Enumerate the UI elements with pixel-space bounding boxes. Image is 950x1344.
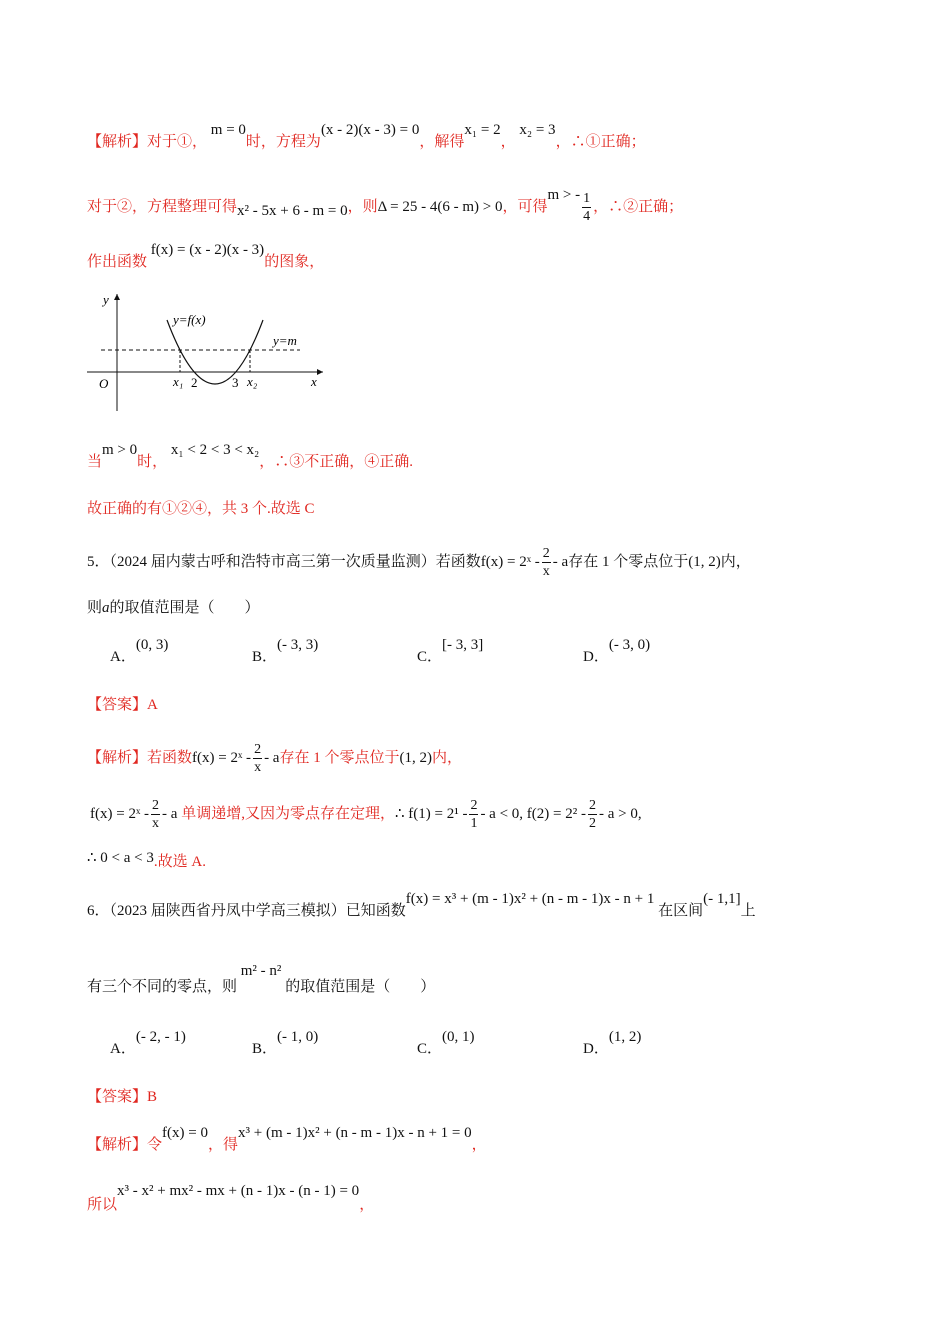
text: 在区间 xyxy=(658,903,704,919)
q5-option-c[interactable] xyxy=(417,637,484,666)
line-label: y=m xyxy=(273,333,297,348)
math: a xyxy=(102,600,110,616)
text: 则 xyxy=(87,600,103,616)
analysis-line-1 xyxy=(87,122,646,151)
text: 上 xyxy=(740,903,756,919)
text: ，∴②正确； xyxy=(593,198,684,215)
origin-label: O xyxy=(99,376,109,391)
text: 对于②，方程整理可得 xyxy=(87,198,238,215)
text: ，可得 xyxy=(502,198,548,215)
option-label: D． xyxy=(583,1041,609,1057)
answer-value: A xyxy=(147,697,158,713)
math: x₂ = 3 xyxy=(519,122,556,138)
numerator: 2 xyxy=(152,798,160,813)
q5-analysis-2 xyxy=(90,797,642,832)
text: ，解得 xyxy=(419,134,465,150)
option-value: (- 3, 3) xyxy=(277,637,319,653)
math: x² - 5x + 6 - m = 0 xyxy=(237,202,348,219)
math: ∴ 0 < a < 3 xyxy=(87,850,154,866)
fraction xyxy=(469,797,478,832)
x2-label: x₂ xyxy=(247,374,258,389)
text: 当 xyxy=(87,454,103,470)
analysis-tag: 【解析】 xyxy=(87,1137,148,1153)
numerator: 2 xyxy=(470,798,478,813)
math: - a > 0, xyxy=(599,805,642,822)
math: (1, 2) xyxy=(688,553,721,570)
text: ，∴①正确； xyxy=(555,134,646,150)
q6-analysis-2 xyxy=(87,1183,375,1214)
q6-analysis-1 xyxy=(87,1125,487,1154)
option-label: C． xyxy=(417,649,443,665)
math: x³ + (m - 1)x² + (n - m - 1)x - n + 1 = 0 xyxy=(238,1125,472,1141)
math: x₁ = 2 xyxy=(464,122,501,138)
math: ∴ f(1) = 2¹ - xyxy=(394,805,468,822)
math: Δ = 25 - 4(6 - m) > 0 xyxy=(377,198,503,215)
text: 的取值范围是（ ） xyxy=(285,979,436,995)
q5-option-b[interactable] xyxy=(252,637,319,666)
text: ， xyxy=(500,134,516,150)
text: 所以 xyxy=(87,1197,118,1213)
math: (x - 2)(x - 3) = 0 xyxy=(320,122,420,138)
text: 6．（2023 届陕西省丹凤中学高三模拟）已知函数 xyxy=(87,903,406,919)
fraction xyxy=(588,797,597,832)
numerator: 2 xyxy=(589,798,596,813)
text: ，则 xyxy=(347,198,378,215)
math: (- 1,1] xyxy=(703,891,741,907)
numerator: 2 xyxy=(542,546,550,561)
answer-tag: 【答案】 xyxy=(87,1089,148,1105)
option-label: B． xyxy=(252,649,278,665)
text: 的取值范围是（ ） xyxy=(109,600,260,616)
analysis-line-5 xyxy=(87,497,315,518)
text: 存在 1 个零点位于 xyxy=(568,553,689,570)
math: x₁ < 2 < 3 < x₂ xyxy=(170,442,260,458)
text: 5．（2024 届内蒙古呼和浩特市高三第一次质量监测）若函数 xyxy=(87,553,481,570)
option-label: D． xyxy=(583,649,609,665)
denominator: x xyxy=(542,564,550,579)
answer-tag: 【答案】 xyxy=(87,697,148,713)
q5-analysis-3 xyxy=(87,850,206,871)
math: m > 0 xyxy=(102,442,138,458)
analysis-tag: 【解析】 xyxy=(87,749,148,766)
text: ， xyxy=(471,1137,487,1153)
fraction xyxy=(253,741,262,776)
text: ， xyxy=(359,1197,375,1213)
math: m² - n² xyxy=(240,963,282,979)
analysis-line-4 xyxy=(87,442,414,471)
q5-option-d[interactable] xyxy=(583,637,651,666)
option-value: [- 3, 3] xyxy=(442,637,484,653)
text: 内， xyxy=(431,749,462,766)
text: 令 xyxy=(147,1137,163,1153)
text: ，∴③不正确，④正确. xyxy=(259,454,414,470)
q5-option-a[interactable] xyxy=(110,637,169,666)
option-label: C． xyxy=(417,1041,443,1057)
fraction xyxy=(151,797,160,832)
answer-value: B xyxy=(147,1089,158,1105)
math: f(x) = (x - 2)(x - 3) xyxy=(150,242,265,258)
text: 时， xyxy=(137,454,168,470)
option-value: (- 3, 0) xyxy=(608,637,651,653)
question-6-stem-2 xyxy=(87,963,436,996)
conclusion: 故正确的有①②④，共 3 个.故选 C xyxy=(87,501,315,517)
math: f(x) = 2ˣ - xyxy=(90,805,150,822)
text: 若函数 xyxy=(147,749,193,766)
q6-option-a[interactable] xyxy=(110,1029,186,1058)
math: (1, 2) xyxy=(399,749,432,766)
denominator: 2 xyxy=(589,816,596,831)
option-value: (- 1, 0) xyxy=(277,1029,319,1045)
analysis-tag: 【解析】 xyxy=(87,134,148,150)
q6-option-d[interactable] xyxy=(583,1029,642,1058)
option-value: (0, 3) xyxy=(135,637,169,653)
curve-label: y=f(x) xyxy=(173,312,206,327)
fraction xyxy=(582,190,591,225)
math: f(x) = 2ˣ - xyxy=(480,553,540,570)
analysis-line-3 xyxy=(87,242,325,271)
text: 存在 1 个零点位于 xyxy=(279,749,400,766)
text: 有三个不同的零点，则 xyxy=(87,979,238,995)
math: - a xyxy=(552,553,569,570)
denominator: 4 xyxy=(583,209,591,224)
denominator: x xyxy=(152,816,160,831)
math: f(x) = 0 xyxy=(162,1125,208,1141)
fraction xyxy=(542,545,551,580)
q6-answer xyxy=(87,1085,157,1106)
q5-answer xyxy=(87,693,158,714)
math: - a xyxy=(264,749,280,766)
question-6-stem xyxy=(87,891,756,920)
option-label: A． xyxy=(110,1041,136,1057)
math: - a xyxy=(162,805,178,822)
y-label: y xyxy=(103,292,109,307)
numerator: 1 xyxy=(583,191,591,206)
text: ，得 xyxy=(207,1137,238,1153)
text: 作出函数 xyxy=(87,254,148,270)
text: .故选 A. xyxy=(153,854,206,870)
parabola-graph xyxy=(85,288,335,416)
text: 内， xyxy=(720,553,751,570)
math: f(x) = 2ˣ - xyxy=(192,749,252,766)
q6-option-c[interactable] xyxy=(417,1029,475,1058)
math: m > - xyxy=(547,186,581,203)
text: 的图象， xyxy=(264,254,325,270)
option-value: (0, 1) xyxy=(442,1029,475,1045)
numerator: 2 xyxy=(254,742,262,757)
denominator: x xyxy=(254,760,262,775)
text: 单调递增,又因为零点存在定理， xyxy=(181,805,395,822)
denominator: 1 xyxy=(470,816,478,831)
q5-analysis-1 xyxy=(87,741,462,776)
math: m = 0 xyxy=(210,122,246,138)
question-5-stem xyxy=(87,545,751,580)
tick-3: 3 xyxy=(232,375,239,390)
math: f(x) = x³ + (m - 1)x² + (n - m - 1)x - n + 1 xyxy=(405,891,655,907)
option-value: (- 2, - 1) xyxy=(135,1029,186,1045)
question-5-stem-2 xyxy=(87,596,260,617)
option-label: A． xyxy=(110,649,136,665)
option-value: (1, 2) xyxy=(608,1029,642,1045)
text: 时，方程为 xyxy=(245,134,321,150)
math: - a < 0, f(2) = 2² - xyxy=(480,805,586,822)
x1-label: x₁ xyxy=(173,374,184,389)
q6-option-b[interactable] xyxy=(252,1029,319,1058)
tick-2: 2 xyxy=(191,375,198,390)
option-label: B． xyxy=(252,1041,278,1057)
x-label: x xyxy=(311,374,317,389)
text: 对于①， xyxy=(147,134,208,150)
math: x³ - x² + mx² - mx + (n - 1)x - (n - 1) = 0 xyxy=(117,1183,360,1199)
analysis-line-2 xyxy=(87,186,684,225)
